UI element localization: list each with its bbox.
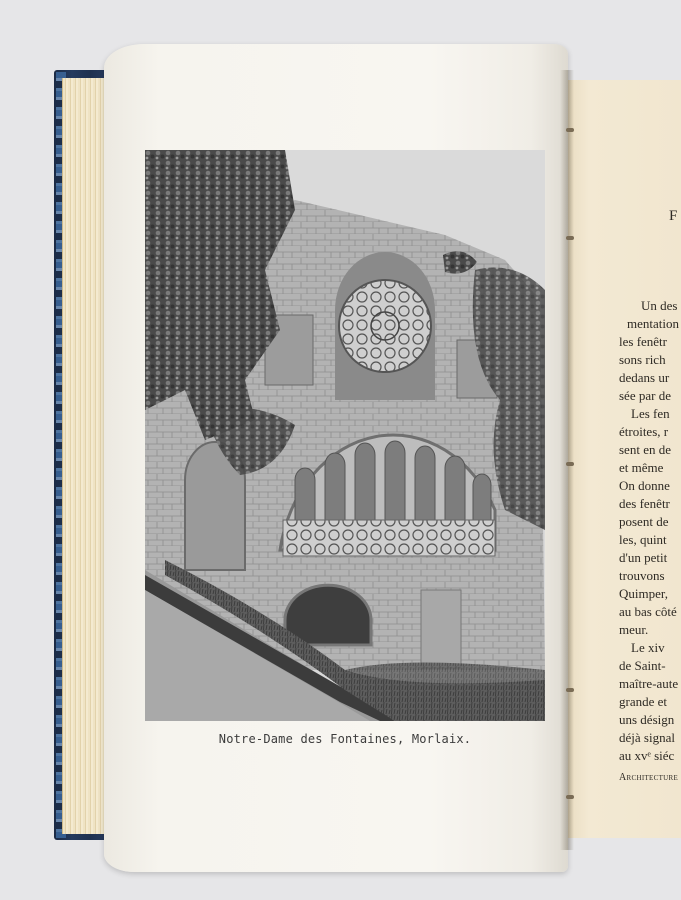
binding-stitch: [566, 236, 574, 240]
book-gutter: [560, 70, 574, 850]
church-photograph: [145, 150, 545, 721]
text-line: étroites, r: [619, 424, 669, 439]
church-facade-illustration: [145, 150, 545, 721]
text-line: les, quint: [619, 532, 667, 547]
text-line: Quimper,: [619, 586, 668, 601]
text-line: les fenêtr: [619, 334, 668, 349]
page-footer: Architecture: [619, 772, 679, 783]
plate-caption: Notre-Dame des Fontaines, Morlaix.: [218, 732, 472, 746]
text-line: d'un petit: [619, 550, 668, 565]
binding-stitch: [566, 462, 574, 466]
text-line: trouvons: [619, 568, 665, 583]
text-line: meur.: [619, 622, 649, 637]
text-line: au xvᵉ siéc: [619, 748, 675, 763]
text-line: au bas côté: [619, 604, 677, 619]
text-line: uns désign: [619, 712, 675, 727]
binding-stitch: [566, 688, 574, 692]
text-line: sent en de: [619, 442, 671, 457]
text-line: posent de: [619, 514, 669, 529]
text-line: déjà signal: [619, 730, 675, 745]
text-line: Le xiv: [631, 640, 665, 655]
text-line: mentation: [627, 316, 679, 331]
text-line: sons rich: [619, 352, 666, 367]
text-line: grande et: [619, 694, 668, 709]
text-line: Un des: [641, 298, 678, 313]
text-line: de Saint-: [619, 658, 666, 673]
binding-stitch: [566, 795, 574, 799]
text-line: et même: [619, 460, 664, 475]
chapter-heading: F: [669, 208, 678, 224]
facing-page-text: [619, 0, 681, 900]
text-line: On donne: [619, 478, 670, 493]
text-line: dedans ur: [619, 370, 670, 385]
binding-stitch: [566, 128, 574, 132]
text-line: sée par de: [619, 388, 671, 403]
text-line: Les fen: [631, 406, 670, 421]
text-line: des fenêtr: [619, 496, 670, 511]
text-line: maître-aute: [619, 676, 679, 691]
